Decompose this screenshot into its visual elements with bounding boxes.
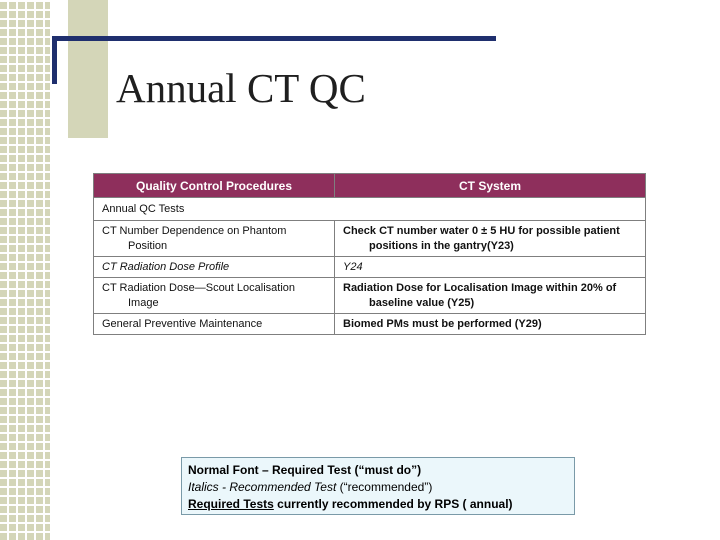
procedure-text: CT Radiation Dose Profile (102, 260, 230, 273)
table-row (94, 221, 646, 257)
slide-title: Annual CT QC (116, 65, 366, 111)
procedure-text: CT Number Dependence on Phantom Position (102, 224, 287, 252)
header-procedures: Quality Control Procedures (94, 174, 335, 198)
system-cell (335, 221, 646, 257)
legend-underlined-text: Required Tests (188, 497, 274, 511)
checker-strip (0, 0, 50, 540)
title-accent-bar (52, 36, 496, 41)
title-accent-vertical (52, 36, 57, 84)
legend-line-required: Normal Font – Required Test (“must do”) (188, 463, 422, 477)
procedure-cell (94, 257, 335, 278)
decorative-block (68, 0, 108, 138)
system-text: Radiation Dose for Localisation Image within 20% of baseline value (Y25) (343, 281, 617, 309)
legend-box (181, 457, 575, 515)
qc-table (93, 173, 646, 335)
section-row (94, 198, 646, 221)
legend-rps-text: currently recommended by RPS ( annual) (273, 497, 513, 511)
system-text: Check CT number water 0 ± 5 HU for possible patient positions in the gantry(Y23) (343, 224, 620, 252)
table-header-row (94, 174, 646, 198)
procedure-text: CT Radiation Dose—Scout Localisation Image (102, 281, 296, 309)
table-row (94, 314, 646, 335)
system-cell (335, 314, 646, 335)
table-row (94, 257, 646, 278)
section-label: Annual QC Tests (94, 198, 646, 221)
legend-italic-text: Italics - Recommended Test (188, 480, 337, 494)
procedure-cell (94, 278, 335, 314)
procedure-cell (94, 314, 335, 335)
system-cell (335, 278, 646, 314)
procedure-cell (94, 221, 335, 257)
table-row (94, 278, 646, 314)
system-text: Y24 (343, 260, 363, 273)
legend-recommended-text: (“recommended”) (336, 480, 433, 494)
procedure-text: General Preventive Maintenance (102, 317, 263, 330)
system-cell (335, 257, 646, 278)
legend-line-recommended (188, 479, 568, 496)
header-ct-system: CT System (335, 174, 646, 198)
system-text: Biomed PMs must be performed (Y29) (343, 317, 542, 330)
legend-line-rps (188, 496, 568, 513)
